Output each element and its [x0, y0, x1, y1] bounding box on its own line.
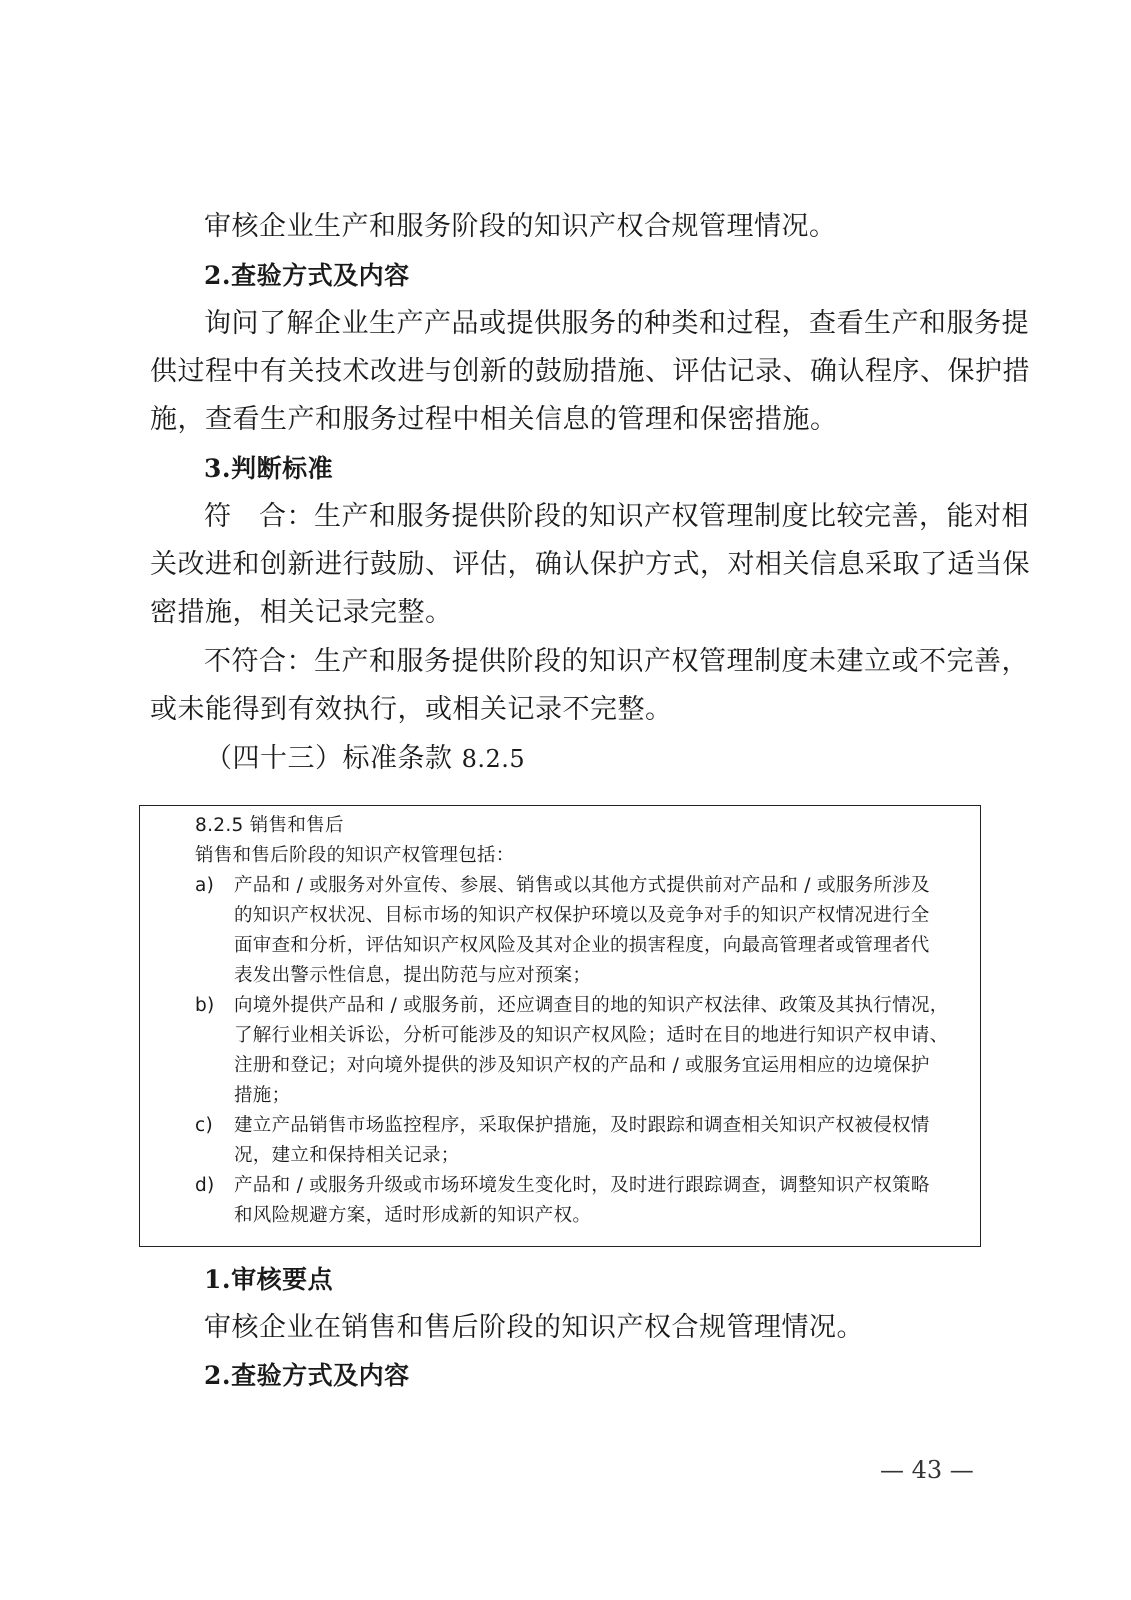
heading-number: 2.	[204, 261, 232, 290]
heading-label: 查验方式及内容	[231, 1361, 410, 1390]
list-item-line: 注册和登记；对向境外提供的涉及知识产权的产品和 / 或服务宜运用相应的边境保护	[234, 1055, 930, 1076]
paragraph-inspection-line: 询问了解企业生产产品或提供服务的种类和过程，查看生产和服务提	[204, 308, 1029, 339]
heading-inspection-method	[204, 1359, 1044, 1393]
list-marker: a)	[195, 875, 215, 896]
list-marker: d)	[195, 1175, 215, 1196]
clause-heading-label: （四十三）标准条款	[205, 743, 453, 774]
list-item-line: 况，建立和保持相关记录；	[234, 1145, 460, 1166]
list-item-line: 和风险规避方案，适时形成新的知识产权。	[234, 1205, 592, 1226]
paragraph-audit-production: 审核企业生产和服务阶段的知识产权合规管理情况。	[204, 211, 837, 242]
conform-line: 关改进和创新进行鼓励、评估，确认保护方式，对相关信息采取了适当保	[150, 549, 1030, 580]
list-item-line: 了解行业相关诉讼，分析可能涉及的知识产权风险；适时在目的地进行知识产权申请、	[234, 1025, 949, 1046]
nonconform-line: 不符合：生产和服务提供阶段的知识产权管理制度未建立或不完善，	[204, 646, 1029, 677]
nonconform-line: 或未能得到有效执行，或相关记录不完整。	[150, 694, 673, 725]
heading-number: 3.	[204, 454, 232, 483]
heading-number: 2.	[204, 1361, 232, 1390]
heading-judgement-criteria	[204, 452, 1044, 486]
paragraph-inspection-line: 供过程中有关技术改进与创新的鼓励措施、评估记录、确认程序、保护措	[150, 356, 1030, 387]
clause-heading	[205, 742, 1045, 776]
clause-box-title: 8.2.5 销售和售后	[195, 815, 344, 836]
list-item-line: 的知识产权状况、目标市场的知识产权保护环境以及竞争对手的知识产权情况进行全	[234, 905, 930, 926]
heading-audit-points	[204, 1263, 1044, 1297]
list-item-line: 面审查和分析，评估知识产权风险及其对企业的损害程度，向最高管理者或管理者代	[234, 935, 930, 956]
conform-line: 密措施，相关记录完整。	[150, 597, 453, 628]
list-item-line: 表发出警示性信息，提出防范与应对预案；	[234, 965, 592, 986]
page-number: — 43 —	[880, 1456, 974, 1484]
paragraph-audit-sales: 审核企业在销售和售后阶段的知识产权合规管理情况。	[204, 1312, 864, 1343]
list-item-line: 向境外提供产品和 / 或服务前，还应调查目的地的知识产权法律、政策及其执行情况，	[234, 995, 949, 1016]
list-item-line: 建立产品销售市场监控程序，采取保护措施，及时跟踪和调查相关知识产权被侵权情	[234, 1115, 930, 1136]
paragraph-inspection-line: 施，查看生产和服务过程中相关信息的管理和保密措施。	[150, 404, 838, 435]
list-marker: c)	[195, 1115, 213, 1136]
list-marker: b)	[195, 995, 215, 1016]
heading-label: 查验方式及内容	[231, 261, 410, 290]
list-item-line: 产品和 / 或服务升级或市场环境发生变化时，及时进行跟踪调查，调整知识产权策略	[234, 1175, 930, 1196]
heading-inspection-method	[204, 259, 1044, 293]
list-item-line: 措施；	[234, 1085, 291, 1106]
heading-label: 判断标准	[231, 454, 334, 483]
clause-heading-number: 8.2.5	[461, 745, 526, 773]
clause-box-intro: 销售和售后阶段的知识产权管理包括：	[195, 845, 515, 866]
list-item-line: 产品和 / 或服务对外宣传、参展、销售或以其他方式提供前对产品和 / 或服务所涉及	[234, 875, 930, 896]
conform-line: 符 合：生产和服务提供阶段的知识产权管理制度比较完善，能对相	[204, 501, 1029, 532]
heading-label: 审核要点	[231, 1265, 334, 1294]
heading-number: 1.	[204, 1265, 232, 1294]
clause-box	[139, 805, 981, 1247]
